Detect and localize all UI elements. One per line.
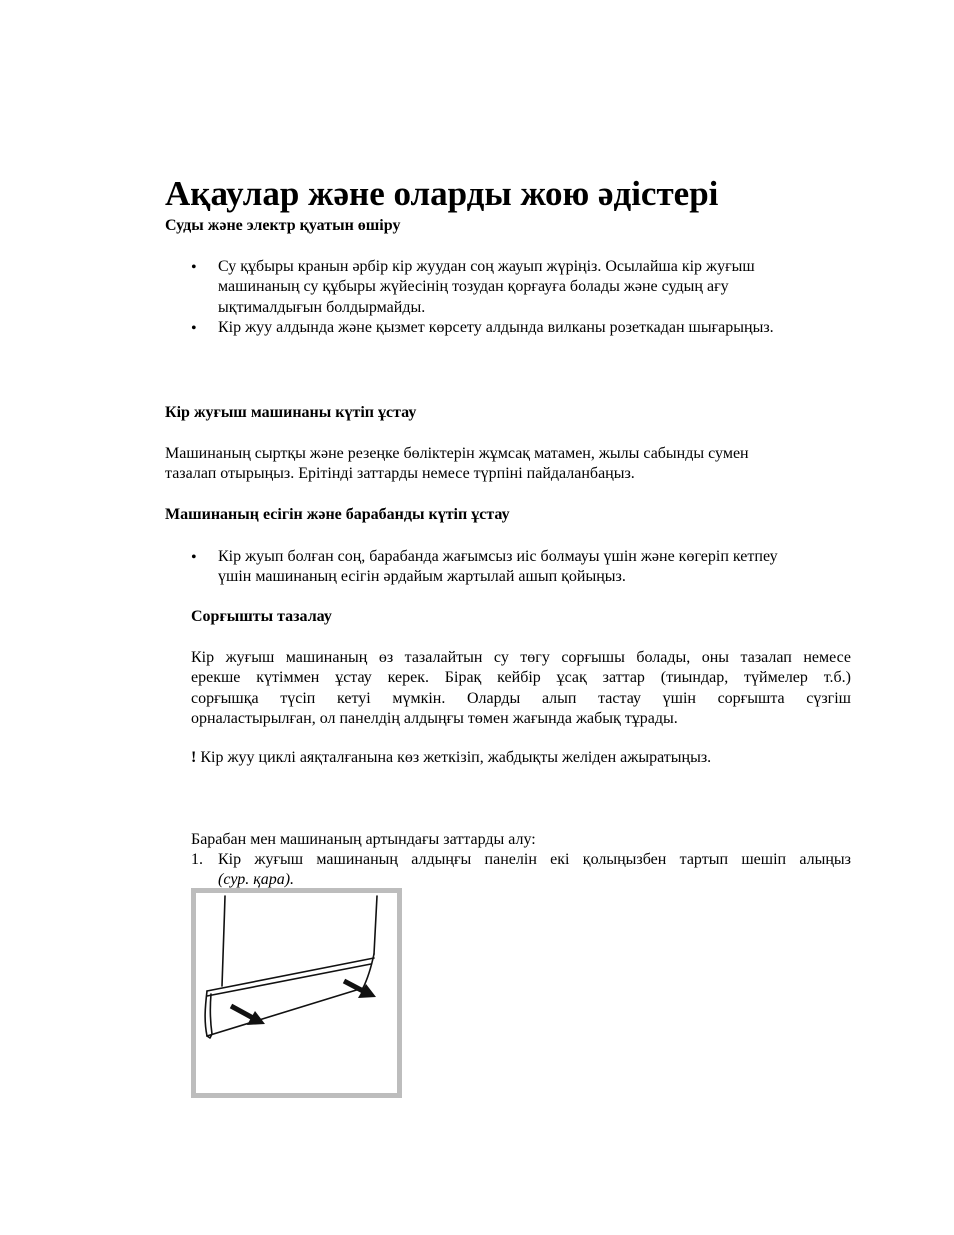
list-item-line: Кір жуу алдында және қызмет көрсету алдында вилканы розеткадан шығарыңыз.	[218, 319, 774, 336]
front-panel-drawing	[191, 888, 402, 1098]
list-item-line: үшін машинаның есігін әрдайым жартылай ашып қойыңыз.	[218, 568, 626, 586]
list-item-line: машинаның су құбыры жүйесінің тозудан қорғауға болады және судың ағу	[218, 278, 729, 296]
section-heading-pump-cleaning: Сорғышты тазалау	[191, 608, 332, 625]
step-item	[218, 850, 851, 891]
steps-intro-text: Барабан мен машинаның артындағы заттарды алу:	[191, 831, 536, 848]
list-item-line: Кір жуып болған соң, барабанда жағымсыз иіс болмауы үшін және көгеріп кетпеу	[218, 548, 778, 565]
section-heading-door-drum: Машинаның есігін және барабанды күтіп ұстау	[165, 506, 510, 523]
warning-text: Кір жуу циклі аяқталғанына көз жеткізіп, жабдықты желіден ажыратыңыз.	[196, 749, 712, 766]
paragraph-line: тазалап отырыңыз. Ерітінді заттарды немесе түрпіні пайдаланбаңыз.	[165, 465, 635, 483]
paragraph-line: Машинаның сыртқы және резеңке бөліктерін жұмсақ матамен, жылы сабынды сумен	[165, 445, 749, 462]
step-number: 1.	[191, 851, 203, 868]
paragraph-line: орналастырылған, ол панелдің алдыңғы төмен жағында жабық тұрады.	[191, 710, 678, 728]
paragraph-machine-care	[165, 444, 851, 485]
bullet-marker: •	[191, 259, 197, 276]
list-item-line: Су құбыры кранын әрбір кір жуудан соң жауып жүріңіз. Осылайша кір жуғыш	[218, 258, 755, 275]
list-item	[218, 547, 851, 588]
steps-intro	[191, 830, 851, 850]
bullet-marker: •	[191, 320, 197, 337]
list-item-line: ықтималдығын болдырмайды.	[218, 298, 426, 316]
warning-note	[191, 748, 851, 768]
step-reference: (сур. қара).	[218, 871, 295, 889]
page-title: Ақаулар және оларды жою әдістері	[165, 174, 719, 213]
list-item	[218, 318, 851, 338]
warning-mark: !	[191, 749, 197, 766]
paragraph-line: Кір жуғыш машинаның өз тазалайтын су төгу сорғышы болады, оны тазалап немесе	[191, 649, 851, 666]
step-text: Кір жуғыш машинаның алдыңғы панелін екі қолыңызбен тартып шешіп алыңыз	[218, 851, 851, 868]
front-panel-illustration	[191, 888, 402, 1098]
section-heading-machine-care: Кір жуғыш машинаны күтіп ұстау	[165, 404, 417, 421]
list-item	[218, 257, 851, 318]
paragraph-line: ерекше күтіммен ұстау керек. Бірақ кейбір ұсақ заттар (тиындар, түймелер т.б.)	[191, 669, 851, 687]
bullet-marker: •	[191, 549, 197, 566]
paragraph-pump-cleaning	[191, 648, 851, 730]
paragraph-line: сорғышқа түсіп кетуі мүмкін. Оларды алып тастау үшін сорғышта сүзгіш	[191, 689, 851, 707]
section-heading-power-water: Суды және электр қуатын өшіру	[165, 217, 401, 234]
